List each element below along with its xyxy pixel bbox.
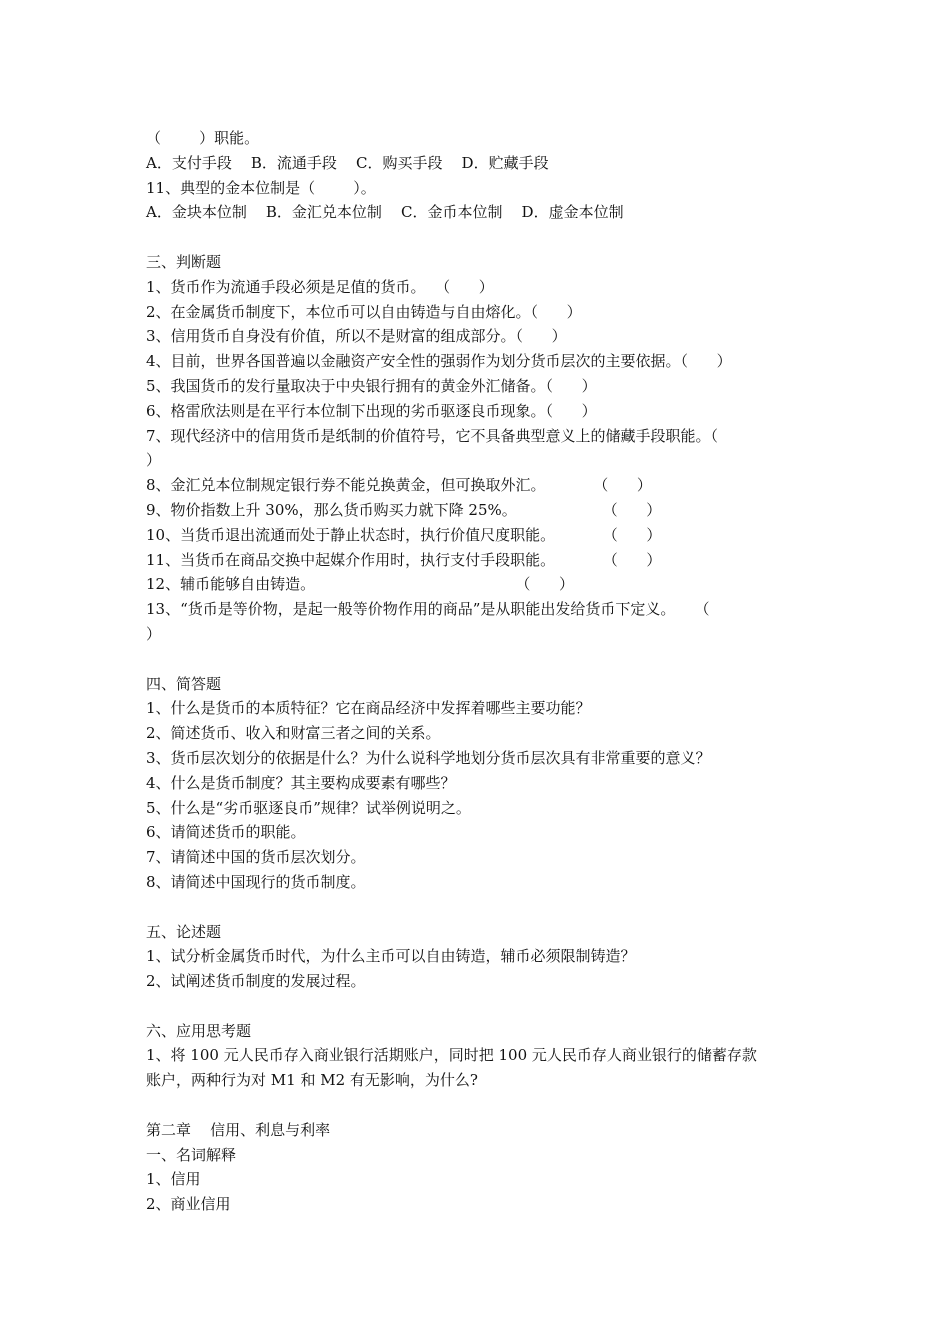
true-false-item: 1、货币作为流通手段必须是足值的货币。 （ ） <box>146 277 494 296</box>
question-10-options: A．支付手段 B．流通手段 C．购买手段 D．贮藏手段 <box>146 153 549 172</box>
short-answer-item: 7、请简述中国的货币层次划分。 <box>146 848 366 867</box>
true-false-item: 9、物价指数上升 30%，那么货币购买力就下降 25%。 （ ） <box>146 500 662 519</box>
question-11-options: A．金块本位制 B．金汇兑本位制 C．金币本位制 D．虚金本位制 <box>146 203 624 222</box>
true-false-item: 10、当货币退出流通而处于静止状态时，执行价值尺度职能。 （ ） <box>146 525 662 544</box>
short-answer-item: 1、什么是货币的本质特征？它在商品经济中发挥着哪些主要功能？ <box>146 699 591 718</box>
true-false-item: 7、现代经济中的信用货币是纸制的价值符号，它不具备典型意义上的储藏手段职能。（ <box>146 426 719 445</box>
short-answer-item: 5、什么是“劣币驱逐良币”规律？试举例说明之。 <box>146 798 471 817</box>
true-false-item: 5、我国货币的发行量取决于中央银行拥有的黄金外汇储备。（ ） <box>146 376 597 395</box>
question-10-blank-line: （ ）职能。 <box>146 129 260 147</box>
section-heading-short-answer: 四、简答题 <box>146 674 222 693</box>
short-answer-item: 8、请简述中国现行的货币制度。 <box>146 872 366 891</box>
spacer-line <box>146 225 816 250</box>
true-false-item: 8、金汇兑本位制规定银行券不能兑换黄金，但可换取外汇。 （ ） <box>146 476 652 495</box>
application-item: 1、将 100 元人民币存入商业银行活期账户，同时把 100 元人民币存人商业银行的储蓄存款 <box>146 1046 757 1065</box>
true-false-item: 3、信用货币自身没有价值，所以不是财富的组成部分。（ ） <box>146 327 567 346</box>
term-item: 2、商业信用 <box>146 1195 231 1214</box>
short-answer-item: 6、请简述货币的职能。 <box>146 823 306 842</box>
true-false-item: 11、当货币在商品交换中起媒介作用时，执行支付手段职能。 （ ） <box>146 550 662 569</box>
spacer-line <box>146 1093 816 1118</box>
true-false-item-continuation: ） <box>146 624 162 643</box>
section-heading-terms: 一、名词解释 <box>146 1145 237 1164</box>
true-false-item: 6、格雷欣法则是在平行本位制下出现的劣币驱逐良币现象。（ ） <box>146 401 597 420</box>
essay-item: 2、试阐述货币制度的发展过程。 <box>146 972 366 991</box>
question-11-stem: 11、典型的金本位制是（ ）。 <box>146 178 376 197</box>
true-false-item: 2、在金属货币制度下，本位币可以自由铸造与自由熔化。（ ） <box>146 302 582 321</box>
chapter-title: 第二章 信用、利息与利率 <box>146 1120 331 1139</box>
section-heading-true-false: 三、判断题 <box>146 252 222 271</box>
true-false-item-continuation: ） <box>146 451 162 470</box>
spacer-line <box>146 895 816 920</box>
essay-item: 1、试分析金属货币时代，为什么主币可以自由铸造，辅币必须限制铸造？ <box>146 947 636 966</box>
document-body <box>146 126 816 1217</box>
true-false-item: 12、辅币能够自由铸造。 （ ） <box>146 575 574 594</box>
section-heading-essay: 五、论述题 <box>146 922 222 941</box>
term-item: 1、信用 <box>146 1170 201 1189</box>
short-answer-item: 3、货币层次划分的依据是什么？为什么说科学地划分货币层次具有非常重要的意义？ <box>146 748 711 767</box>
true-false-item: 4、目前，世界各国普遍以金融资产安全性的强弱作为划分货币层次的主要依据。（ ） <box>146 352 732 371</box>
spacer-line <box>146 647 816 672</box>
section-heading-application: 六、应用思考题 <box>146 1021 252 1040</box>
short-answer-item: 2、简述货币、收入和财富三者之间的关系。 <box>146 724 441 743</box>
application-item-continuation: 账户，两种行为对 M1 和 M2 有无影响，为什么? <box>146 1071 478 1090</box>
short-answer-item: 4、什么是货币制度？其主要构成要素有哪些？ <box>146 773 456 792</box>
true-false-item: 13、“货币是等价物，是起一般等价物作用的商品”是从职能出发给货币下定义。 （ <box>146 600 710 619</box>
spacer-line <box>146 994 816 1019</box>
